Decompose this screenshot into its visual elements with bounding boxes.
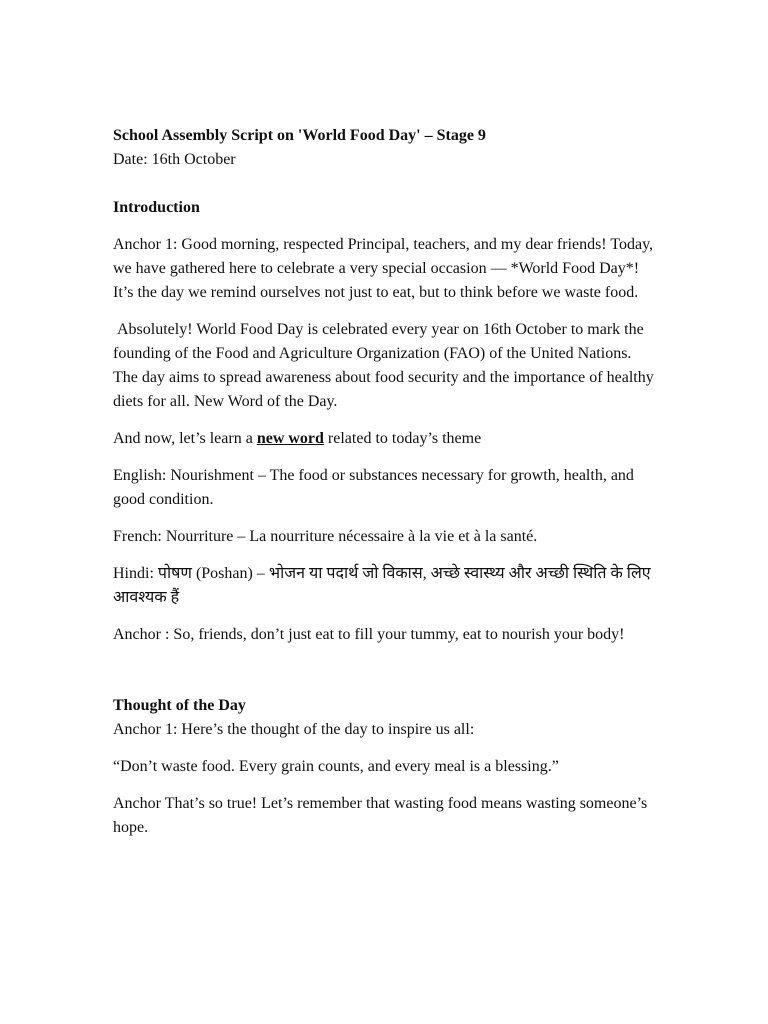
anchor1-intro-paragraph: Anchor 1: Good morning, respected Principal, teachers, and my dear friends! Today, we have gathered here to celebrate a very special occasion — *World Food Day*! It’s the day we remind ourselves not just to eat, but to think before we waste food.: [113, 236, 654, 301]
new-word-lead-text: And now, let’s learn a: [113, 430, 257, 447]
thought-heading: Thought of the Day: [113, 697, 246, 714]
anchor-true-paragraph: Anchor That’s so true! Let’s remember that wasting food means wasting someone’s hope.: [113, 795, 648, 836]
new-word-emphasis: new word: [256, 430, 324, 447]
introduction-heading: Introduction: [113, 199, 200, 216]
english-definition: English: Nourishment – The food or substances necessary for growth, health, and good condition.: [113, 467, 634, 508]
hindi-definition: Hindi: पोषण (Poshan) – भोजन या पदार्थ जो विकास, अच्छे स्वास्थ्य और अच्छी स्थिति के लिए आवश्यक हैं: [113, 565, 651, 606]
anchor-nourish-paragraph: Anchor : So, friends, don’t just eat to fill your tummy, eat to nourish your body!: [113, 626, 625, 643]
new-word-trail-text: related to today’s theme: [323, 430, 482, 447]
world-food-day-paragraph: Absolutely! World Food Day is celebrated every year on 16th October to mark the founding of the Food and Agriculture Organization (FAO) of the United Nations. The day aims to spread awareness about food security and the importance of healthy diets for all. New Word of the Day.: [113, 321, 658, 410]
new-word-paragraph: [113, 427, 658, 451]
french-definition: French: Nourriture – La nourriture nécessaire à la vie et à la santé.: [113, 528, 538, 545]
document-page: [113, 124, 658, 840]
document-date: Date: 16th October: [113, 151, 236, 168]
document-title: School Assembly Script on 'World Food Day' – Stage 9: [113, 127, 486, 144]
anchor1-thought-line: Anchor 1: Here’s the thought of the day to inspire us all:: [113, 721, 475, 738]
thought-quote: “Don’t waste food. Every grain counts, and every meal is a blessing.”: [113, 758, 559, 775]
